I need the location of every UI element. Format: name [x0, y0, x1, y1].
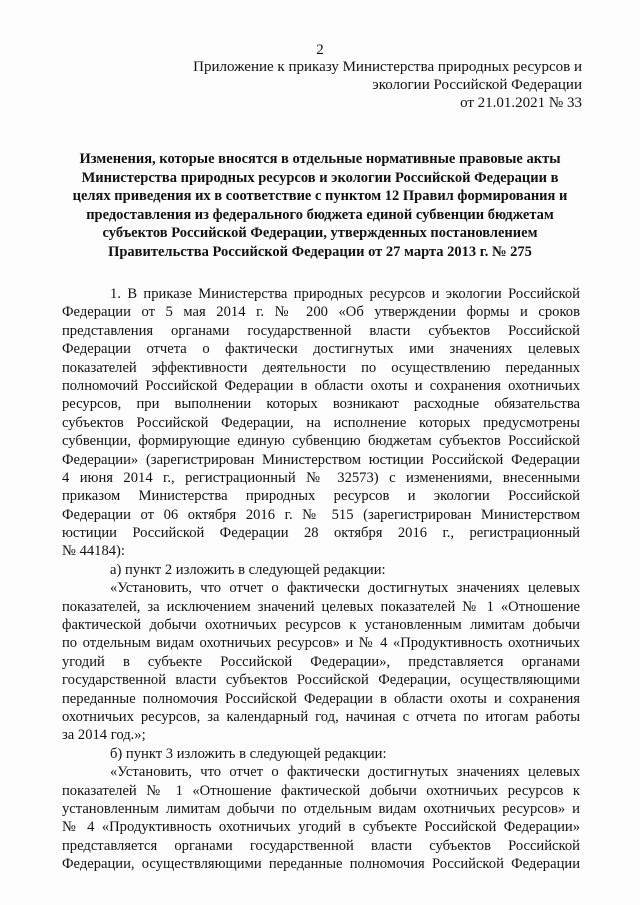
title-line: целях приведения их в соответствие с пунктом 12 Правил формирования и — [72, 188, 568, 204]
body-line: по отдельным видам охотничьих ресурсов» и № 4 «Продуктивность охотничьих — [62, 635, 580, 652]
body-line: фактической добычи охотничьих ресурсов к установленным лимитам добычи — [62, 617, 580, 634]
body-line: представляется органами государственной власти субъектов Российской — [62, 837, 580, 854]
body-line: представления органами государственной власти субъектов Российской — [62, 322, 580, 339]
body-line: приказом Министерства природных ресурсов и экологии Российской — [62, 488, 580, 505]
body-line: Федерации отчета о фактически достигнутых ими значениях целевых — [62, 341, 580, 358]
body-line: субвенции, формирующие единую субвенцию бюджетам субъектов Российской — [62, 433, 580, 450]
body-line: показателей № 1 «Отношение фактической добычи охотничьих ресурсов к — [62, 782, 580, 799]
title-line: субъектов Российской Федерации, утвержденных постановлением — [102, 225, 538, 241]
body-line: охотничьих ресурсов, за календарный год, начиная с отчета по итогам работы — [62, 708, 580, 725]
body-line: Федерации от 06 октября 2016 г. № 515 (зарегистрирован Министерством — [62, 506, 580, 523]
body-line: государственной власти субъектов Российской Федерации, осуществляющими — [62, 672, 580, 689]
appendix-header — [162, 58, 582, 112]
title-line: предоставления из федерального бюджета единой субвенции бюджетам — [86, 206, 554, 223]
body-line: 1. В приказе Министерства природных ресурсов и экологии Российской — [110, 286, 580, 302]
page-number: 2 — [316, 42, 324, 58]
body-line: установленным лимитам добычи по отдельным видам охотничьих ресурсов» и — [62, 800, 580, 817]
body-line: переданные полномочия Российской Федерации в области охоты и сохранения — [62, 690, 580, 707]
appendix-line: от 21.01.2021 № 33 — [460, 95, 582, 111]
body-line: Федерации от 5 мая 2014 г. № 200 «Об утверждении формы и сроков — [62, 304, 580, 321]
body-line: № 44184): — [62, 543, 125, 560]
body-line: «Установить, что отчет о фактически достигнутых значениях целевых — [110, 764, 580, 781]
body-line: полномочий Российской Федерации в области охоты и сохранения охотничьих — [62, 377, 580, 394]
body-line: угодий в субъекте Российской Федерации», представляется органами — [62, 653, 580, 670]
body-line: юстиции Российской Федерации 28 октября 2016 г., регистрационный — [62, 525, 580, 542]
document-body — [62, 285, 580, 874]
body-line: «Установить, что отчет о фактически достигнутых значениях целевых — [110, 580, 580, 597]
appendix-line: Приложение к приказу Министерства природных ресурсов и — [193, 59, 582, 75]
body-line: а) пункт 2 изложить в следующей редакции: — [110, 561, 386, 578]
appendix-line: экологии Российской Федерации — [372, 77, 582, 93]
body-line: № 4 «Продуктивность охотничьих угодий в субъекте Российской Федерации» — [62, 819, 580, 836]
body-line: показателей эффективности деятельности по осуществлению переданных — [62, 359, 580, 376]
body-line: показателей, за исключением значений целевых показателей № 1 «Отношение — [62, 598, 580, 615]
body-line: Федерации, осуществляющими переданные полномочия Российской Федерации — [62, 856, 580, 873]
body-line: субъектов Российской Федерации, на исполнение которых предусмотрены — [62, 414, 580, 431]
body-line: 4 июня 2014 г., регистрационный № 32573) с изменениями, внесенными — [62, 469, 580, 486]
document-title — [60, 150, 580, 261]
title-line: Изменения, которые вносятся в отдельные нормативные правовые акты — [79, 151, 561, 167]
body-line: Федерации» (зарегистрирован Министерством юстиции Российской Федерации — [62, 451, 580, 468]
body-line: б) пункт 3 изложить в следующей редакции: — [110, 745, 387, 762]
title-line: Министерства природных ресурсов и экологии Российской Федерации в — [81, 169, 559, 186]
body-line: ресурсов, при выполнении которых возникают расходные обязательства — [62, 396, 580, 413]
body-line: за 2014 год.»; — [62, 727, 146, 744]
title-line: Правительства Российской Федерации от 27 марта 2013 г. № 275 — [108, 243, 532, 260]
